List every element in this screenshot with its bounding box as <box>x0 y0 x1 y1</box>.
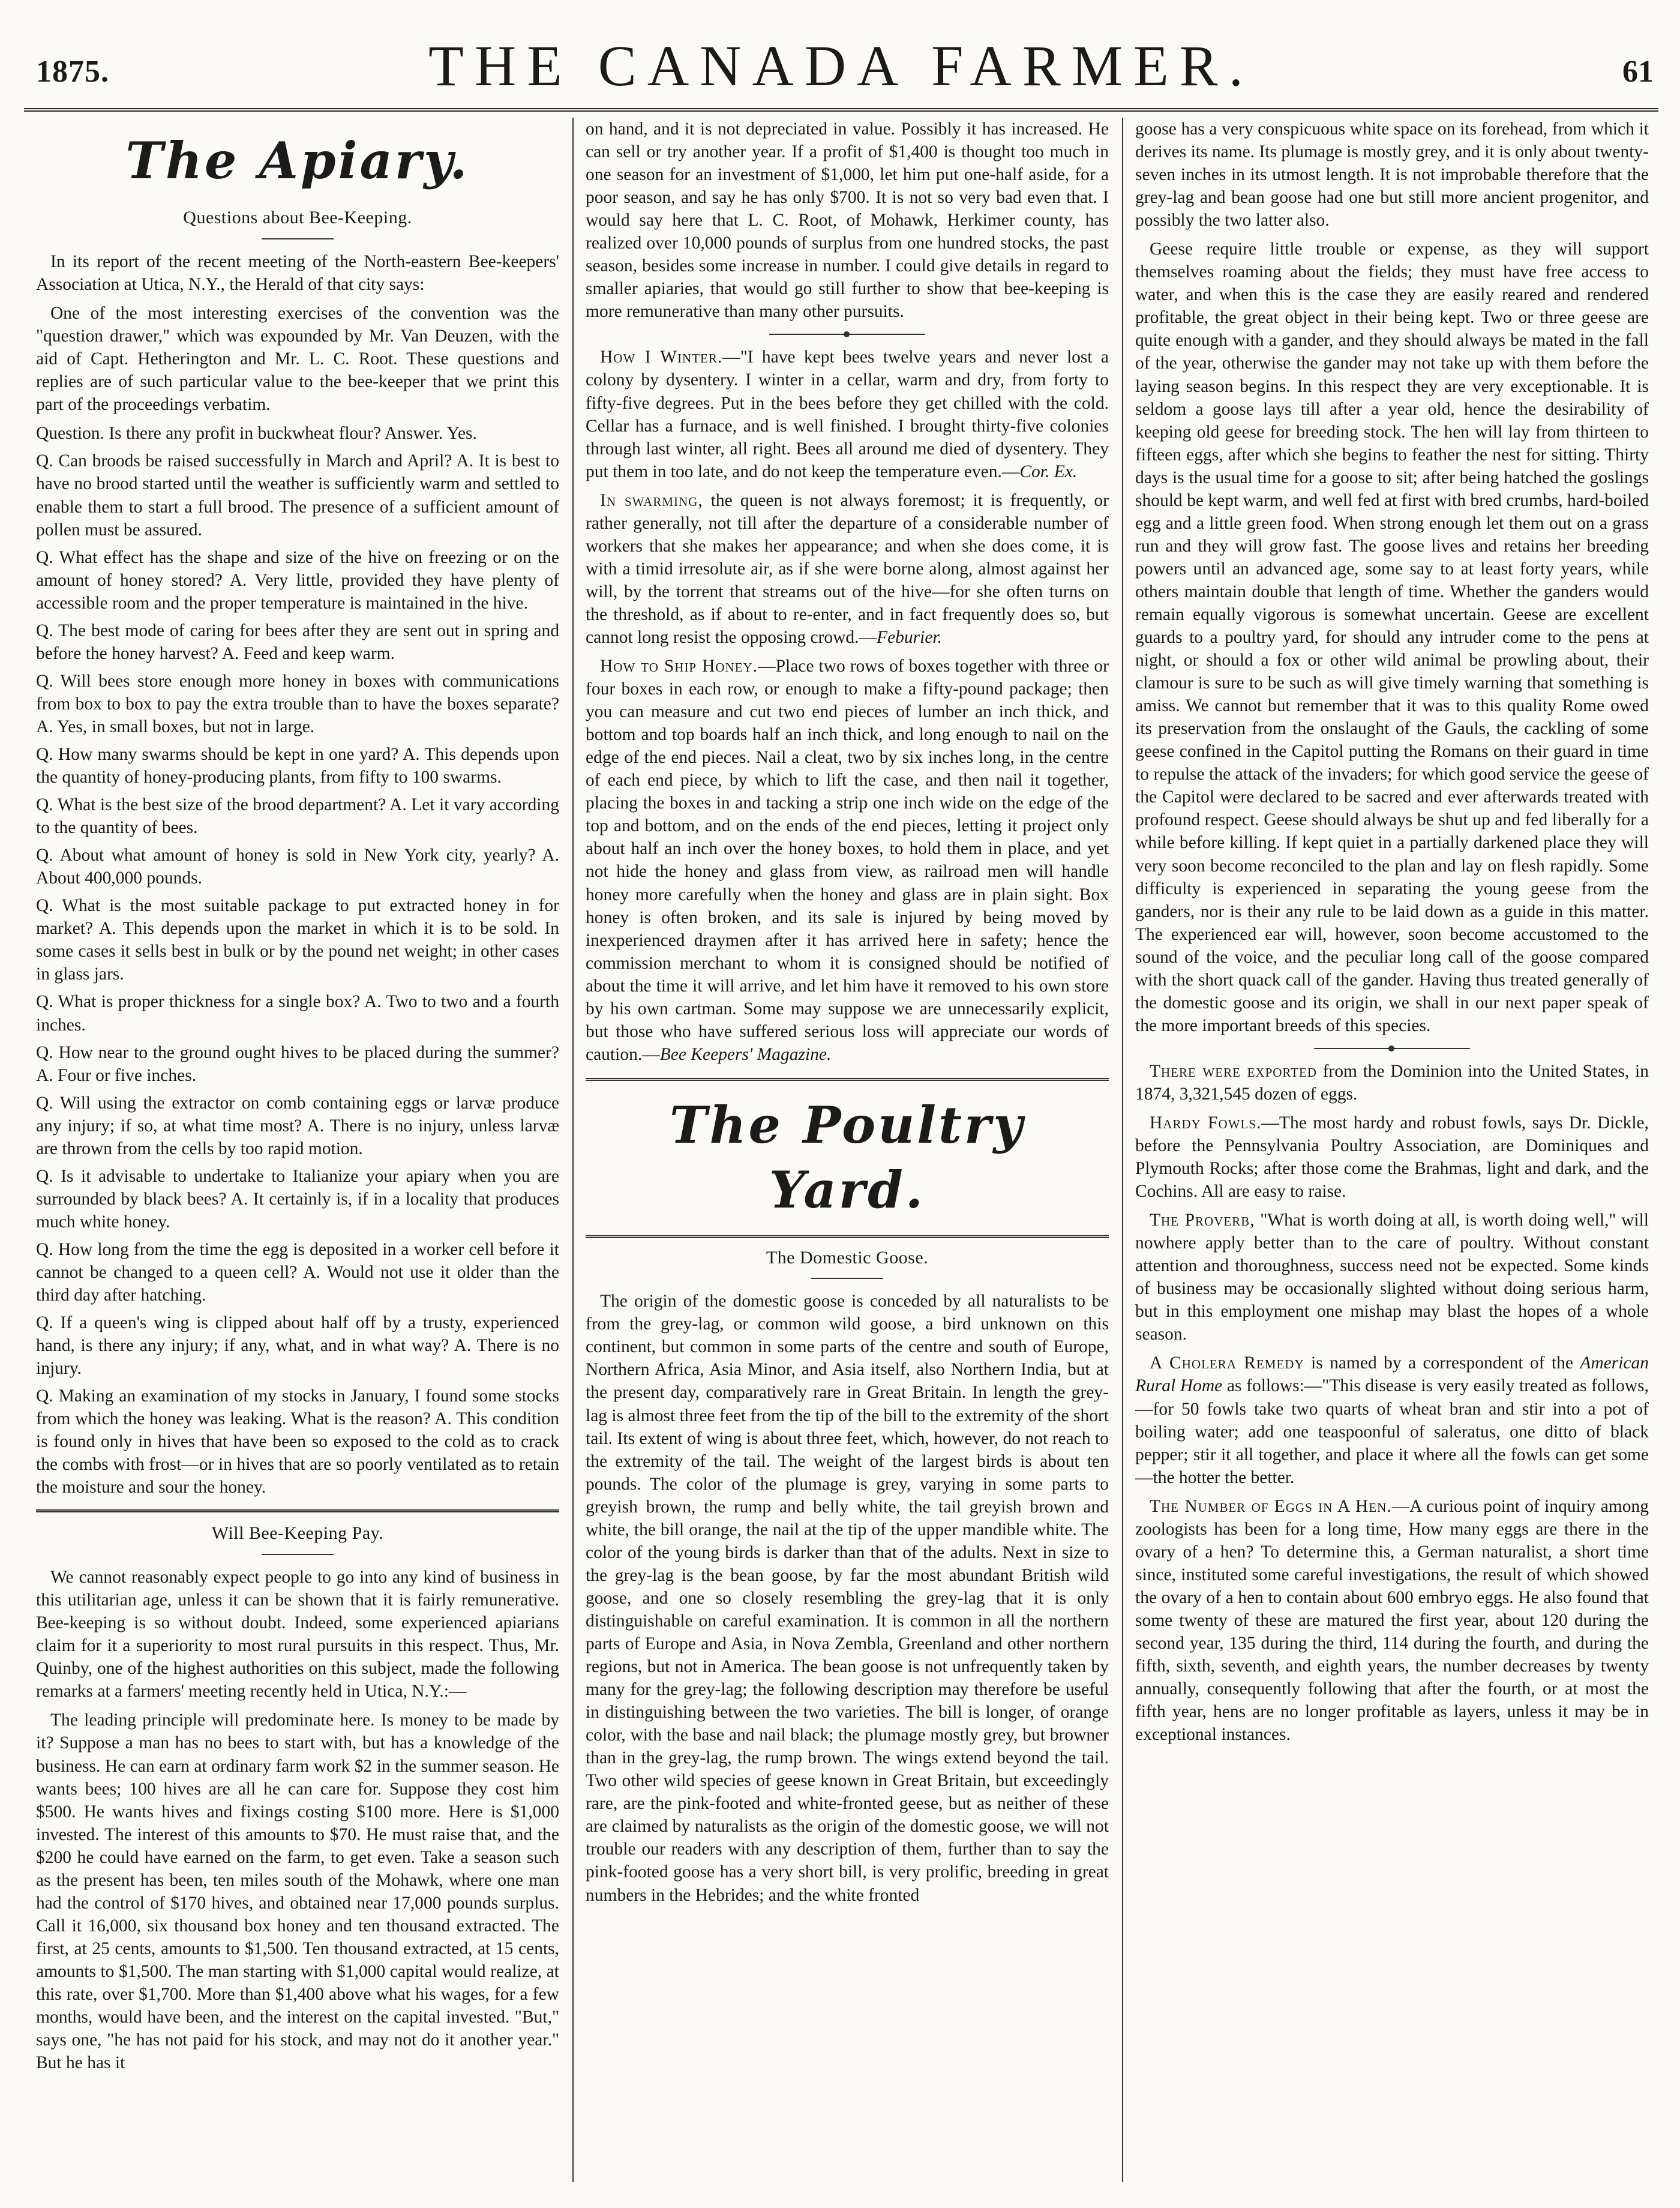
news-item <box>1135 1495 1649 1746</box>
issue-year: 1875. <box>36 55 109 89</box>
columns <box>36 118 1649 2182</box>
newspaper-title: THE CANADA FARMER. <box>428 34 1254 98</box>
article-paragraph: goose has a very conspicuous white space on its forehead, from which it derives its name. Its plumage is mostly grey, and it is only about twenty-seven inches in its utmost length. It is not improbable therefore that the grey-lag and bean goose had one but still more ancient progenitor, and possibly the two latter also. <box>1135 119 1649 230</box>
item-text: —Place two rows of boxes together with three or four boxes in each row, or enough to make a fifty-pound package; then you can measure and cut two end pieces of lumber an inch thick, and bottom and top boards half an inch thick, and long enough to nail on the edge of the end pieces. Nail a cleat, two by six inches long, in the centre of each end piece, by which to lift the case, and then nail it together, placing the boxes in and tacking a strip one inch wide on the edge of the top and bottom, and on the ends of the end pieces, letting it project only about half an inch over the honey boxes, to hold them in place, and yet not hide the honey and glass from view, as railroad men will handle honey more carefully when the honey and glass are in plain sight. Box honey is often broken, and its sale is injured by being moved by inexperienced draymen after it has arrived here in safety; hence the commission merchant to whom it is consigned should be notified of about the time it will arrive, and let him have it removed to his own store by his own cartman. Some may suppose we are unnecessarily explicit, but those who have suffered serious loss will appreciate our words of caution.— <box>586 657 1109 1064</box>
article-title: Will Bee-Keeping Pay. <box>211 1523 384 1544</box>
ornament-divider <box>769 334 925 335</box>
qa-item: Q. Will using the extractor on comb containing eggs or larvæ produce any injury; if so, at what time most? A. There is no injury, unless larvæ are thrown from the cells by too rapid motion. <box>36 1093 559 1158</box>
ornament-divider <box>1314 1048 1470 1049</box>
qa-item: Q. How near to the ground ought hives to be placed during the summer? A. Four or five inches. <box>36 1042 559 1085</box>
article-paragraph: We cannot reasonably expect people to go into any kind of business in this utilitarian age, unless it can be shown that it is fairly remunerative. Bee-keeping is so without doubt. Indeed, some experienced apiarians claim for it a superiority to most rural pursuits in this respect. Thus, Mr. Quinby, one of the highest authorities on this subject, made the following remarks at a farmers' meeting recently held in Utica, N.Y.:— <box>36 1568 559 1701</box>
qa-item: Q. What is proper thickness for a single box? A. Two to two and a fourth inches. <box>36 992 559 1035</box>
item-lead: A Cholera Remedy <box>1150 1353 1304 1373</box>
news-item <box>1135 1352 1649 1488</box>
item-lead: How to Ship Honey. <box>600 657 758 676</box>
item-lead: The Number of Eggs in A Hen. <box>1150 1496 1392 1516</box>
article-title: The Domestic Goose. <box>766 1247 929 1268</box>
article-paragraph: on hand, and it is not depreciated in value. Possibly it has increased. He can sell or try another year. If a profit of $1,400 is thought too much in one season for an investment of $1,000, let him put one-half aside, for a poor season, and say he has only $700. It is not so very bad even that. I would say here that L. C. Root, of Mohawk, Herkimer county, has realized over 10,000 pounds of surplus from one hundred stocks, the past season, besides some increase in number. I could give details in regard to smaller apiaries, that would go still further to show that bee-keeping is more remunerative than many other pursuits. <box>586 119 1109 322</box>
qa-item: Q. Can broods be raised successfully in March and April? A. It is best to have no brood started until the weather is sufficiently warm and settled to enable them to start a full brood. The presence of a sufficient amount of pollen must be assured. <box>36 451 559 540</box>
qa-item: Q. What is the best size of the brood department? A. Let it vary according to the quantity of bees. <box>36 795 559 838</box>
article-intro: In its report of the recent meeting of the North-eastern Bee-keepers' Association at Utica, N.Y., the Herald of that city says: <box>36 252 559 295</box>
item-text: "What is worth doing at all, is worth doing well," will nowhere apply better than to the care of poultry. Without constant attention and thoroughness, success need not be expected. Some kinds of business may be occasionally slighted without doing serious harm, but in this employment one mishap may blast the hopes of a whole season. <box>1135 1211 1649 1344</box>
item-source: American Rural Home <box>1135 1353 1649 1396</box>
item-lead: Hardy Fowls. <box>1150 1113 1262 1133</box>
qa-item: Q. The best mode of caring for bees after they are sent out in spring and before the honey harvest? A. Feed and keep warm. <box>36 621 559 663</box>
news-item <box>1135 1112 1649 1203</box>
section-title-poultry: The Poultry Yard. <box>669 1095 1025 1220</box>
item-lead: There were exported <box>1150 1061 1317 1081</box>
news-item <box>1135 1060 1649 1106</box>
qa-item: Q. Will bees store enough more honey in boxes with communications from box to box to pay the extra trouble than to have the boxes separate? A. Yes, in small boxes, but not in large. <box>36 671 559 736</box>
article-title: Questions about Bee-Keeping. <box>183 208 412 228</box>
section-title-apiary: The Apiary. <box>125 131 470 190</box>
qa-item: Q. Is it advisable to undertake to Italianize your apiary when you are surrounded by black bees? A. It certainly is, if in a locality that produces much white honey. <box>36 1166 559 1232</box>
divider <box>262 238 334 239</box>
section-header-box <box>586 1078 1109 1238</box>
page-number: 61 <box>1622 55 1654 89</box>
item-text: the queen is not always foremost; it is frequently, or rather generally, not till after the departure of a considerable number of workers that she makes her appearance; and when she does come, it is with a timid irresolute air, as if she were borne along, almost against her will, by the torrent that streams out of the hive—for she often turns on the threshold, as if about to re-enter, and in fact frequently does so, but cannot long resist the opposing crowd.— <box>586 490 1109 647</box>
news-item <box>586 489 1109 649</box>
qa-item: Q. How many swarms should be kept in one yard? A. This depends upon the quantity of honey-producing plants, from fifty to 100 swarms. <box>36 744 559 787</box>
news-item <box>1135 1209 1649 1346</box>
divider <box>811 1278 883 1279</box>
item-text: —A curious point of inquiry among zoologists has been for a long time, How many eggs are there in the ovary of a hen? To determine this, a German naturalist, a short time since, instituted some careful investigations, the result of which showed the ovary of a hen to contain about 600 embryo eggs. He also found that some twenty of these are matured the first year, about 120 during the second year, 135 during the third, 114 during the fourth, and during the fifth, sixth, seventh, and eighth years, the number decreases by twenty annually, consequently following that after the fourth, or at most the fifth year, hens are no longer profitable as layers, unless it may be in exceptional instances. <box>1135 1496 1649 1745</box>
item-lead: How I Winter. <box>600 347 723 367</box>
item-lead: The Proverb, <box>1150 1211 1255 1230</box>
article-paragraph: One of the most interesting exercises of the convention was the "question drawer," which was expounded by Mr. Van Deuzen, with the aid of Capt. Hetherington and Mr. L. C. Root. These questions and replies are of such particular value to the bee-keeper that we print this part of the proceedings verbatim. <box>36 304 559 415</box>
article-paragraph: Geese require little trouble or expense, as they will support themselves roaming about the fields; they must have free access to water, and when this is the case they are easily reared and rendered profitable, the great object in their being kept. Two or three geese are quite enough with a gander, and they should always be mated in the fall of the year, otherwise the gander may not take up with them before the laying season begins. In this respect they are very exceptionable. It is seldom a goose lays till after a year old, hence the desirability of keeping old geese for breeding stock. The hen will lay from thirteen to fifteen eggs, after which she begins to feather the nest for sitting. Thirty days is the usual time for a goose to sit; after being hatched the goslings should be kept warm, and well fed at first with bred crumbs, hard-boiled egg and a little green food. When strong enough let them out on a grass run and they will grow fast. The goose lives and retains her breeding powers until an advanced age, some say to at least forty years, while others maintain double that length of time. Whether the ganders would remain equally vigorous is somewhat uncertain. Geese are excellent guards to a poultry yard, for should any intruder come to the pens at night, or should a fox or other wild animal be prowling about, their clamour is sure to be such as will give timely warning that something is amiss. We cannot but remember that it was to this quality Rome owed its preservation from the onslaught of the Gauls, the cackling of some geese confined in the Capitol putting the Romans on their guard in time to repulse the attack of the invaders; for which good service the geese of the Capitol were declared to be sacred and ever afterwards treated with profound respect. Geese should always be shut up and fed liberally for a while before killing. If kept quiet in a partially darkened place they will very soon become reconciled to the plan and lay on flesh rapidly. Some difficulty is experienced in separating the young geese from the ganders, nor is their any rule to be laid down as a guide in this matter. The experienced ear will, however, soon become accustomed to the sound of the voice, and the peculiar long call of the goose compared with the short quack call of the gander. Having thus treated generally of the domestic goose and its origin, we shall in our next paper speak of the more important breeds of this species. <box>1135 239 1649 1035</box>
item-source: Cor. Ex. <box>1019 462 1078 481</box>
divider <box>262 1554 334 1555</box>
item-text: —The most hardy and robust fowls, says Dr. Dickle, before the Pennsylvania Poultry Association, are Dominiques and Plymouth Rocks; after those come the Brahmas, light and dark, and the Cochins. All are easy to raise. <box>1135 1113 1649 1202</box>
masthead <box>24 17 1658 107</box>
column-divider <box>572 118 574 2182</box>
item-source: Bee Keepers' Magazine. <box>659 1044 832 1064</box>
news-item <box>586 346 1109 483</box>
qa-item: Q. About what amount of honey is sold in New York city, yearly? A. About 400,000 pounds. <box>36 846 559 888</box>
qa-item: Question. Is there any profit in buckwheat flour? Answer. Yes. <box>36 424 477 444</box>
item-text: —"I have kept bees twelve years and never lost a colony by dysentery. I winter in a cellar, warm and dry, from forty to fifty-five degrees. Put in the bees before they get chilled with the cold. Cellar has a furnace, and is well finished. I brought thirty-five colonies through last winter, all right. Bees all around me died of dysentery. They put them in too late, and do not keep the temperature even.— <box>586 347 1109 481</box>
qa-item: Q. If a queen's wing is clipped about half off by a trusty, experienced hand, is there any injury; if any, what, and in what way? A. There is no injury. <box>36 1313 559 1379</box>
item-text: as follows:—"This disease is very easily treated as follows,—for 50 fowls take two quarts of wheat bran and stir into a pot of boiling water; add one teaspoonful of saleratus, one ditto of black pepper; stir it all together, and place it where all the fowls can get some—the hotter the better. <box>1135 1376 1649 1487</box>
masthead-rule <box>24 108 1658 112</box>
article-paragraph: The origin of the domestic goose is conceded by all naturalists to be from the grey-lag, or common wild goose, a bird unknown on this continent, but common in some parts of the centre and south of Europe, Northern Africa, Asia Minor, and Asia itself, also Northern India, but at the present day, comparatively rare in Great Britain. In length the grey-lag is almost three feet from the tip of the bill to the extremity of the short tail. Its extent of wing is about three feet, which, however, do not reach to the extremity of the tail. The weight of the largest birds is about ten pounds. The color of the plumage is grey, varying in some parts to greyish brown, the rump and belly white, the tail greyish brown and white, the bill orange, the nail at the tip of the upper mandible white. The color of the young birds is darker than that of the adults. Next in size to the grey-lag is the bean goose, by far the most abundant British wild goose, and one so closely resembling the grey-lag that it is only distinguishable on careful examination. It is common in all the northern parts of Europe and Asia, in Nova Zembla, Greenland and other northern regions, but not in America. The bean goose is not unfrequently taken by many for the grey-lag; the following description may therefore be useful in distinguishing between the two varieties. The bill is longer, of orange color, with the base and nail black; the plumage mostly grey, but browner than in the grey-lag, the rump brown. The wings extend beyond the tail. Two other wild species of geese known in Great Britain, but exceedingly rare, are the pink-footed and white-fronted geese, but as neither of these are claimed by naturalists as the origin of the domestic goose, we will not trouble our readers with any description of them, further than to say the pink-footed goose has a very short bill, is very prolific, breeding in great numbers in the Hebrides; and the white fronted <box>586 1292 1109 1905</box>
qa-item: Q. What is the most suitable package to put extracted honey in for market? A. This depends upon the market in which it is to be sold. In some cases it sells best in bulk or by the pound net weight; in other cases in glass jars. <box>36 896 559 984</box>
item-lead: In swarming, <box>600 490 703 510</box>
qa-item: Q. Making an examination of my stocks in January, I found some stocks from which the honey was leaking. What is the reason? A. This condition is found only in hives that have been so exposed to the cold as to crack the combs with frost—or in hives that are so poorly ventilated as to retain the moisture and sour the honey. <box>36 1386 559 1497</box>
news-item <box>586 655 1109 1066</box>
item-text: from the Dominion into the United States, in 1874, 3,321,545 dozen of eggs. <box>1135 1061 1649 1104</box>
column-2 <box>586 118 1109 2182</box>
item-text: is named by a correspondent of the <box>1304 1353 1580 1373</box>
qa-item: Q. What effect has the shape and size of the hive on freezing or on the amount of honey stored? A. Very little, provided they have plenty of accessible room and the proper temperature is maintained in the hive. <box>36 547 559 613</box>
column-3 <box>1135 118 1649 2182</box>
column-1 <box>36 118 559 2182</box>
divider <box>36 1509 559 1512</box>
column-divider <box>1122 118 1123 2182</box>
article-paragraph: The leading principle will predominate here. Is money to be made by it? Suppose a man has no bees to start with, but has a knowledge of the business. He can earn at ordinary farm work $2 in the summer season. He wants bees; 100 hives are all he can care for. Suppose they cost him $500. He wants hives and fixings costing $100 more. Here is $1,000 invested. The interest of this amounts to $70. He must raise that, and the $200 he could have earned on the farm, to get even. Take a season such as the present has been, ten miles south of the Mohawk, where one man had the control of $170 hives, and obtained near 17,000 pounds surplus. Call it 16,000, six thousand box honey and ten thousand extracted. The first, at 25 cents, amounts to $1,500. Ten thousand extracted, at 15 cents, amounts to $1,500. The man starting with $1,000 capital would realize, at this rate, over $1,700. More than $1,400 above what his wages, for a few months, would have been, and the interest on the capital invested. "But," says one, "he has not paid for his stock, and may not do it another year." But he has it <box>36 1710 559 2073</box>
item-source: Feburier. <box>877 627 943 647</box>
qa-item: Q. How long from the time the egg is deposited in a worker cell before it cannot be changed to a queen cell? A. Would not use it older than the third day after hatching. <box>36 1239 559 1305</box>
